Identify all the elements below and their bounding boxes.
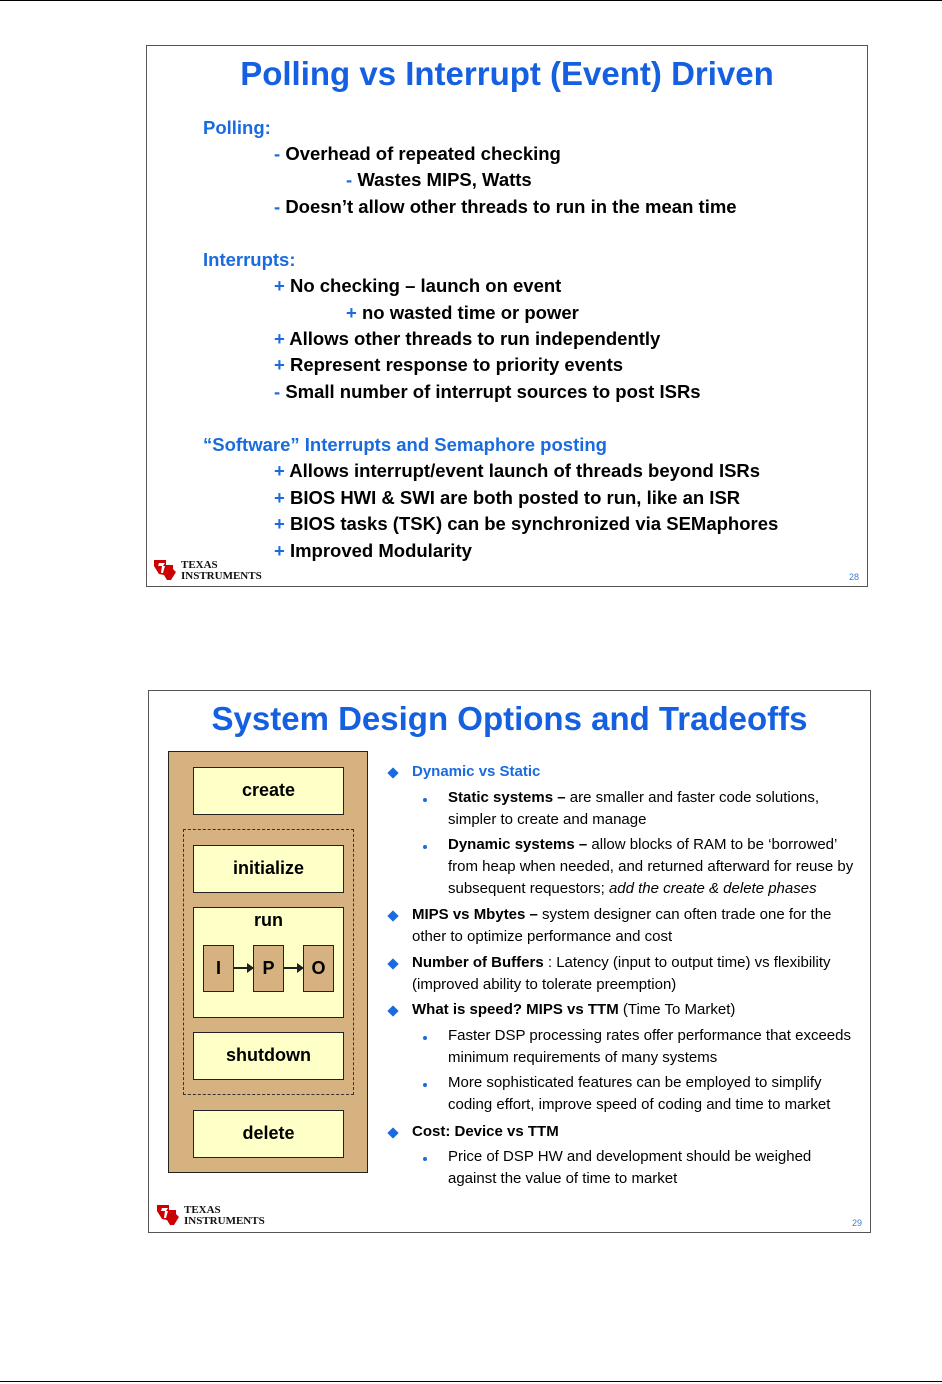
- bullet-text: (improved ability to tolerate preemption): [412, 976, 677, 993]
- top-rule: [0, 0, 942, 1]
- slide-system-design: [148, 690, 871, 1233]
- ipo-output: O: [303, 945, 334, 992]
- bullet-diamond-icon: [387, 910, 398, 921]
- ti-logo: [154, 1203, 265, 1227]
- run-box: [193, 907, 344, 1018]
- list-item: - Wastes MIPS, Watts: [346, 169, 532, 190]
- bullet-diamond-icon: [387, 1127, 398, 1138]
- bullet-text: other to optimize performance and cost: [412, 928, 673, 945]
- bullet-diamond-icon: [387, 1005, 398, 1016]
- bullet-text: MIPS vs Mbytes – system designer can often trade one for the: [412, 906, 832, 923]
- polling-header: Polling:: [203, 117, 271, 138]
- bullet-diamond-icon: [387, 767, 398, 778]
- list-item: + BIOS HWI & SWI are both posted to run, like an ISR: [274, 487, 741, 508]
- list-item: + Allows interrupt/event launch of threads beyond ISRs: [274, 460, 761, 481]
- initialize-box: initialize: [193, 845, 344, 893]
- bullet-dot-icon: [423, 798, 427, 802]
- bullet-text: Cost: Device vs TTM: [412, 1123, 559, 1140]
- ti-state-icon: [151, 558, 177, 582]
- ti-logo-line1: TEXAS: [184, 1204, 221, 1216]
- interrupts-header: Interrupts:: [203, 249, 296, 270]
- bullet-text: simpler to create and manage: [448, 811, 647, 828]
- slide-title: Polling vs Interrupt (Event) Driven: [240, 55, 774, 92]
- bullet-text: Faster DSP processing rates offer performance that exceeds: [448, 1027, 851, 1044]
- software-interrupts-header: “Software” Interrupts and Semaphore posting: [203, 434, 607, 455]
- arrow-icon: [284, 967, 303, 969]
- bullet-text: Static systems – are smaller and faster code solutions,: [448, 789, 820, 806]
- ti-logo-line2: INSTRUMENTS: [184, 1215, 265, 1227]
- delete-box: delete: [193, 1110, 344, 1158]
- arrow-icon: [234, 967, 253, 969]
- list-item: + Allows other threads to run independently: [274, 328, 661, 349]
- bullet-text: Price of DSP HW and development should be weighed: [448, 1148, 812, 1165]
- ti-logo: [151, 558, 262, 582]
- bottom-rule: [0, 1381, 942, 1382]
- page-number: 29: [851, 1218, 862, 1228]
- bullet-text: against the value of time to market: [448, 1170, 678, 1187]
- lifecycle-diagram: [168, 751, 368, 1173]
- create-box: create: [193, 767, 344, 815]
- bullet-text: More sophisticated features can be employed to simplify: [448, 1074, 822, 1091]
- bullet-text: Number of Buffers : Latency (input to output time) vs flexibility: [412, 954, 831, 971]
- bullet-text: from heap when needed, and returned afterward for reuse by: [448, 858, 854, 875]
- list-item: + Represent response to priority events: [274, 354, 624, 375]
- list-item: - Doesn’t allow other threads to run in the mean time: [274, 196, 737, 217]
- bullet-dot-icon: [423, 1083, 427, 1087]
- shutdown-box: shutdown: [193, 1032, 344, 1080]
- ti-logo-line2: INSTRUMENTS: [181, 570, 262, 582]
- bullet-text: Dynamic systems – allow blocks of RAM to be ‘borrowed’: [448, 836, 838, 853]
- run-label: run: [254, 910, 283, 930]
- bullet-text: minimum requirements of many systems: [448, 1049, 718, 1066]
- ipo-row: [203, 945, 334, 992]
- bullet-text: subsequent requestors; add the create & delete phases: [448, 880, 817, 897]
- ipo-input: I: [203, 945, 234, 992]
- ipo-process: P: [253, 945, 284, 992]
- page-number: 28: [848, 572, 859, 582]
- bullet-text: coding effort, improve speed of coding and time to market: [448, 1096, 831, 1113]
- slide-polling-vs-interrupt: [146, 45, 868, 587]
- bullet-diamond-icon: [387, 958, 398, 969]
- list-item: - Overhead of repeated checking: [274, 143, 561, 164]
- list-item: + no wasted time or power: [346, 302, 579, 323]
- slide-title: System Design Options and Tradeoffs: [211, 700, 808, 737]
- ti-logo-line1: TEXAS: [181, 559, 218, 571]
- list-item: + BIOS tasks (TSK) can be synchronized via SEMaphores: [274, 513, 779, 534]
- list-item: + Improved Modularity: [274, 540, 472, 561]
- bullet-dot-icon: [423, 1157, 427, 1161]
- list-item: - Small number of interrupt sources to post ISRs: [274, 381, 701, 402]
- ti-state-icon: [154, 1203, 180, 1227]
- bullet-dot-icon: [423, 845, 427, 849]
- bullet-text: What is speed? MIPS vs TTM (Time To Market): [412, 1001, 736, 1018]
- bullet-dot-icon: [423, 1036, 427, 1040]
- bullet-dynamic-vs-static: Dynamic vs Static: [412, 763, 541, 780]
- list-item: + No checking – launch on event: [274, 275, 562, 296]
